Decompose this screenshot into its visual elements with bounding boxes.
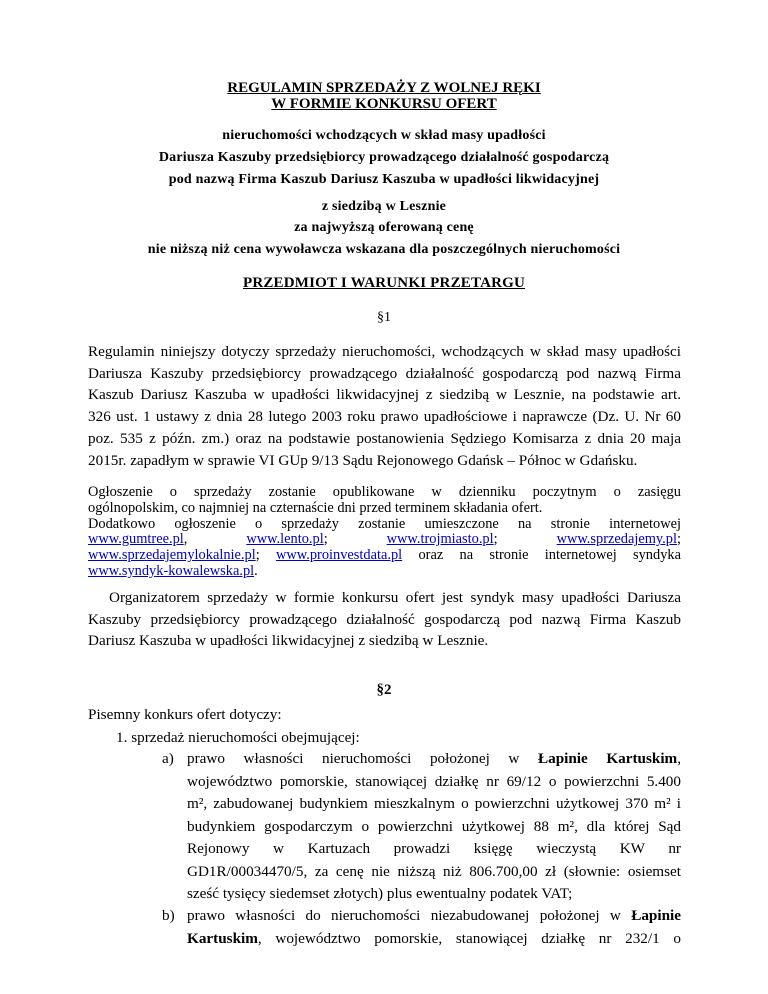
title-line-2: W FORMIE KONKURSU OFERT <box>271 96 497 112</box>
title-line-1: REGULAMIN SPRZEDAŻY Z WOLNEJ RĘKI <box>227 80 541 96</box>
s2-b-line-1: prawo własności do nieruchomości niezabudowanej położonej w Łapinie <box>187 907 682 924</box>
s1-p1-line: 326 ust. 1 ustawy z dnia 28 lutego 2003 roku prawo upadłościowe i naprawcze (Dz. U. Nr 60 <box>88 408 681 426</box>
s1-p2-links-line-3: www.syndyk-kowalewska.pl. <box>88 562 258 579</box>
s2-b-place-2: Kartuskim <box>187 929 258 947</box>
link-lento[interactable]: www.lento.pl <box>246 531 324 548</box>
s1-p1-line: Regulamin niniejszy dotyczy sprzedaży nieruchomości, wchodzących w skład masy upadłości <box>88 343 681 360</box>
s1-p1-line: poz. 535 z późn. zm.) oraz na podstawie postanowienia Sędziego Komisarza z dnia 20 maja <box>88 429 681 447</box>
s1-p3-line: Organizatorem sprzedaży w formie konkursu ofert jest syndyk masy upadłości Dariusza <box>109 589 681 606</box>
s2-a-line: m², zabudowanej budynkiem mieszkalnym o powierzchni użytkowej 370 m² i <box>187 795 681 812</box>
s1-paragraph-1 <box>88 341 681 471</box>
s2-b-line-2: Kartuskim, województwo pomorskie, stanowiącej działkę nr 232/1 o <box>187 929 681 947</box>
s2-a-line-1: prawo własności nieruchomości położonej w Łapinie Kartuskim, <box>187 750 682 767</box>
s2-a-line: sześć tysięcy siedemset złotych) plus ewentualny podatek VAT; <box>187 885 573 902</box>
subheading-5: za najwyższą oferowaną cenę <box>294 220 474 235</box>
s2-b-place-1: Łapinie <box>631 907 682 924</box>
subheading-3: pod nazwą Firma Kaszub Dariusz Kaszuba w upadłości likwidacyjnej <box>168 172 600 187</box>
paragraph-mark-2: §2 <box>376 682 392 698</box>
link-trojmiasto[interactable]: www.trojmiasto.pl <box>386 531 494 548</box>
s1-p2-line: ogólnopolskim, co najmniej na czternaście dni przed terminem składania ofert. <box>88 499 543 516</box>
section-title: PRZEDMIOT I WARUNKI PRZETARGU <box>242 275 526 291</box>
link-sprzedajemylokalnie[interactable]: www.sprzedajemylokalnie.pl <box>88 547 256 564</box>
s2-intro: Pisemny konkurs ofert dotyczy: <box>88 706 282 723</box>
s1-p2-links-line-2: www.sprzedajemylokalnie.pl; www.proinvestdata.pl oraz na stronie internetowej syndyka <box>88 547 681 564</box>
s2-a-place: Łapinie Kartuskim <box>537 750 678 767</box>
subheading-4: z siedzibą w Lesznie <box>321 199 447 214</box>
s2-intro-block <box>88 704 681 749</box>
s2-a-line: GD1R/00034470/5, za cenę nie niższą niż 806.700,00 zł (słownie: osiemset <box>187 862 681 880</box>
s1-p3-line: Kaszuby przedsiębiorcy prowadzącego działalność gospodarczą pod nazwą Firma Kaszub <box>88 610 681 628</box>
subheading-6: nie niższą niż cena wywoławcza wskazana dla poszczególnych nieruchomości <box>147 242 621 257</box>
s2-item-1: 1. sprzedaż nieruchomości obejmującej: <box>116 728 360 746</box>
s1-p1-line: 2015r. zapadłym w sprawie VI GUp 9/13 Sądu Rejonowego Gdańsk – Północ w Gdańsku. <box>88 451 638 469</box>
link-sprzedajemy[interactable]: www.sprzedajemy.pl <box>556 531 677 548</box>
s1-p2-line: Dodatkowo ogłoszenie o sprzedaży zostanie umieszczone na stronie internetowej <box>88 515 681 532</box>
s1-p1-line: Kaszub Dariusz Kaszuba w upadłości likwidacyjnej z siedzibą w Lesznie, na podstawie art. <box>88 386 681 404</box>
s1-paragraph-2 <box>88 485 681 580</box>
link-gumtree[interactable]: www.gumtree.pl <box>88 531 184 548</box>
s2-a-line: województwo pomorskie, stanowiącej działkę nr 69/12 o powierzchni 5.400 <box>187 772 681 790</box>
s1-p3-line: Dariusz Kaszuba w upadłości likwidacyjnej z siedzibą w Lesznie. <box>88 632 489 650</box>
s2-a-line: budynkiem gospodarczym o powierzchni użytkowej 88 m², dla której Sąd <box>187 817 681 835</box>
subheading-2: Dariusza Kaszuby przedsiębiorcy prowadzącego działalność gospodarczą <box>158 150 610 165</box>
s2-b-label: b) <box>162 907 175 924</box>
link-proinvestdata[interactable]: www.proinvestdata.pl <box>276 547 403 564</box>
s1-p2-mid-text: oraz na stronie internetowej syndyka <box>418 547 681 564</box>
s2-a-line: Rejonowy w Kartuzach prowadzi księgę wieczystą KW nr <box>187 840 681 857</box>
s2-item-a <box>187 748 681 906</box>
paragraph-mark-1: §1 <box>377 310 391 325</box>
s2-item-b <box>187 905 681 950</box>
document-title <box>0 80 768 112</box>
link-syndyk-kowalewska[interactable]: www.syndyk-kowalewska.pl <box>88 562 255 579</box>
s1-paragraph-3 <box>88 587 681 652</box>
s1-p1-line: Dariusza Kaszuby przedsiębiorcy prowadzącego działalność gospodarczą pod nazwą Firma <box>88 364 681 382</box>
s2-a-label: a) <box>162 750 174 767</box>
subheading-1: nieruchomości wchodzących w skład masy upadłości <box>222 128 546 143</box>
s1-p2-line: Ogłoszenie o sprzedaży zostanie opublikowane w dzienniku poczytnym o zasięgu <box>88 484 681 500</box>
s1-p2-links-line-1: www.gumtree.pl, www.lento.pl; www.trojmiasto.pl; www.sprzedajemy.pl; <box>88 531 681 548</box>
